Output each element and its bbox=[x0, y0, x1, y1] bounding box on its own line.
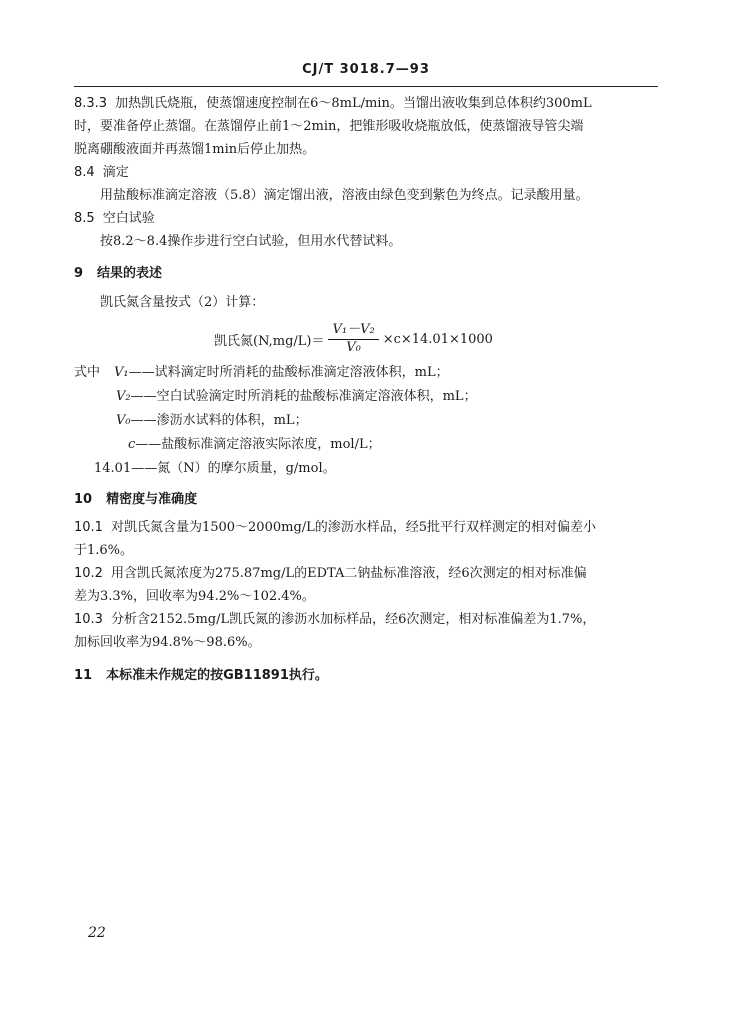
section-title: 精密度与准确度 bbox=[106, 492, 198, 507]
clause-text-line: 差为3.3%，回收率为94.2%～102.4%。 bbox=[74, 589, 315, 604]
standard-code-header: CJ/T 3018.7—93 bbox=[302, 62, 430, 77]
definition-v1: ——试料滴定时所消耗的盐酸标准滴定溶液体积，mL； bbox=[128, 365, 449, 380]
clause-text-line: 按8.2～8.4操作步进行空白试验，但用水代替试料。 bbox=[100, 234, 402, 249]
clause-title: 滴定 bbox=[102, 165, 129, 180]
clause-text-line: 用含凯氏氮浓度为275.87mg/L的EDTA二钠盐标准溶液，经6次测定的相对标准偏 bbox=[110, 566, 587, 581]
definition-c: ——盐酸标准滴定溶液实际浓度，mol/L； bbox=[135, 437, 381, 452]
header-rule bbox=[74, 86, 658, 87]
symbol-v1: V₁ bbox=[114, 365, 129, 380]
clause-number: 10.1 bbox=[74, 520, 103, 535]
clause-text-line: 分析含2152.5mg/L凯氏氮的渗沥水加标样品，经6次测定，相对标准偏差为1.7%， bbox=[110, 612, 596, 627]
definition-molar-mass: ——氮（N）的摩尔质量，g/mol。 bbox=[131, 461, 336, 476]
formula-lhs: 凯氏氮(N,mg/L)＝ bbox=[214, 333, 325, 349]
paragraph-10-1 bbox=[74, 516, 660, 562]
variable-definitions bbox=[74, 361, 477, 481]
clause-text-line: 用盐酸标准滴定溶液（5.8）滴定馏出液，溶液由绿色变到紫色为终点。记录酸用量。 bbox=[100, 188, 589, 203]
paragraph-10-2 bbox=[74, 562, 660, 608]
section-8-4 bbox=[74, 161, 660, 207]
symbol-v2: V₂ bbox=[116, 389, 131, 404]
clause-number: 8.5 bbox=[74, 211, 95, 226]
clause-text-line: 时，要准备停止蒸馏。在蒸馏停止前1～2min，把锥形吸收烧瓶放低，使蒸馏液导管尖端 bbox=[74, 119, 584, 134]
paragraph-8-3-3 bbox=[74, 92, 660, 161]
symbol-v0: V₀ bbox=[116, 413, 131, 428]
clause-number: 8.3.3 bbox=[74, 96, 108, 111]
symbol-molar-mass: 14.01 bbox=[94, 461, 132, 476]
formula-intro: 凯氏氮含量按式（2）计算： bbox=[100, 295, 265, 310]
clause-number: 10.3 bbox=[74, 612, 103, 627]
page-number: 22 bbox=[88, 925, 106, 941]
clause-text-line: 对凯氏氮含量为1500～2000mg/L的渗沥水样品，经5批平行双样测定的相对偏差小 bbox=[110, 520, 597, 535]
definition-v2: ——空白试验滴定时所消耗的盐酸标准滴定溶液体积，mL； bbox=[130, 389, 477, 404]
section-9 bbox=[74, 262, 660, 314]
clause-text-line: 加标回收率为94.8%～98.6%。 bbox=[74, 635, 261, 650]
formula-denominator: V₀ bbox=[346, 340, 361, 355]
definition-v0: ——渗沥水试料的体积，mL； bbox=[130, 413, 308, 428]
clause-number: 8.4 bbox=[74, 165, 95, 180]
kjeldahl-formula bbox=[0, 319, 732, 359]
clause-text-line: 脱离硼酸液面并再蒸馏1min后停止加热。 bbox=[74, 142, 316, 157]
section-title: 本标准未作规定的按GB11891执行。 bbox=[106, 668, 328, 683]
section-number: 10 bbox=[74, 492, 93, 507]
section-title: 结果的表述 bbox=[97, 266, 163, 281]
clause-text-line: 加热凯氏烧瓶，使蒸馏速度控制在6～8mL/min。当馏出液收集到总体积约300mL bbox=[115, 96, 592, 111]
paragraph-10-3 bbox=[74, 608, 660, 654]
formula-fraction bbox=[328, 322, 378, 356]
section-number: 11 bbox=[74, 668, 93, 683]
symbol-c: c bbox=[128, 437, 136, 452]
section-10 bbox=[74, 488, 660, 511]
definitions-lead: 式中 bbox=[74, 365, 101, 380]
section-number: 9 bbox=[74, 266, 84, 281]
section-8-5 bbox=[74, 207, 660, 253]
clause-title: 空白试验 bbox=[102, 211, 155, 226]
clause-number: 10.2 bbox=[74, 566, 103, 581]
formula-numerator: V₁－V₂ bbox=[328, 322, 378, 340]
section-11 bbox=[74, 664, 660, 687]
formula-rhs: ×c×14.01×1000 bbox=[382, 331, 493, 347]
clause-text-line: 于1.6%。 bbox=[74, 543, 134, 558]
